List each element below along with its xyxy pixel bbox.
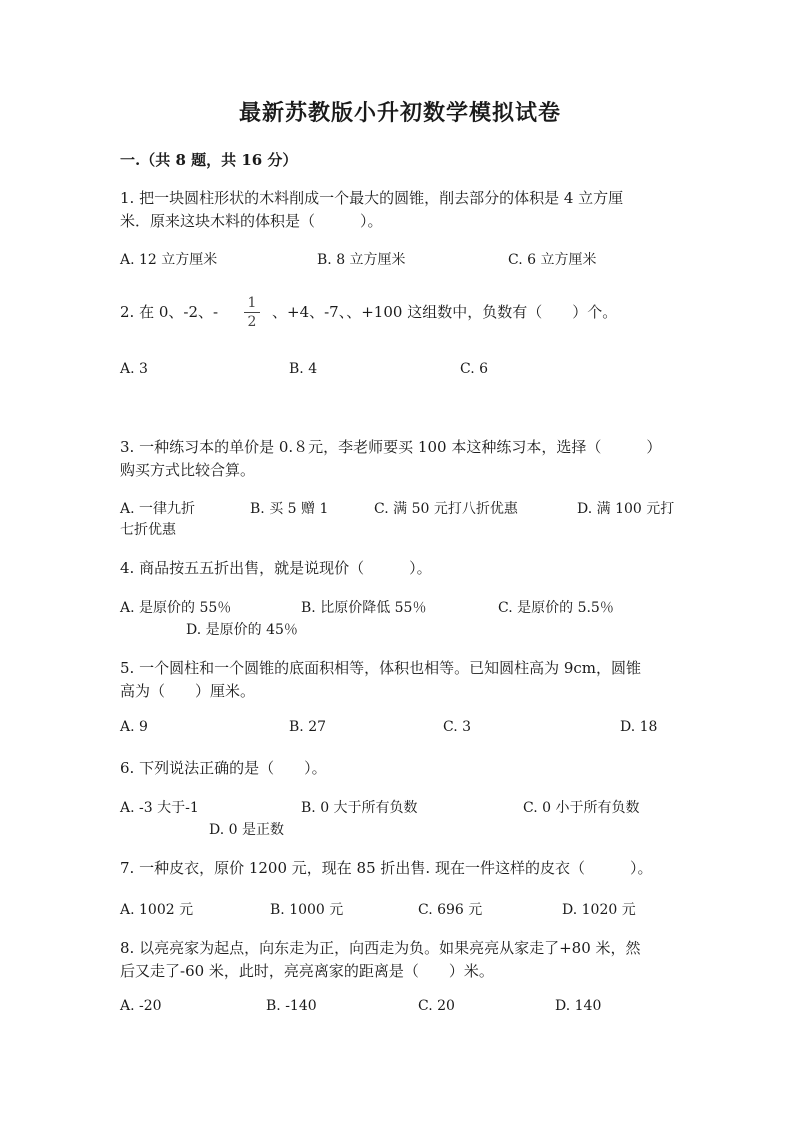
question-7 (120, 857, 680, 880)
question-1 (120, 187, 680, 233)
question-4 (120, 557, 680, 580)
question-4-line-1: 4. 商品按五五折出售，就是说现价（ ）。 (120, 559, 432, 577)
question-6-line-1: 6. 下列说法正确的是（ ）。 (120, 759, 327, 777)
question-8-option-b: B. -140 (266, 998, 317, 1014)
question-4-option-a: A. 是原价的 55％ (120, 600, 232, 616)
question-2-option-a: A. 3 (120, 361, 148, 377)
question-6-option-a: A. -3 大于-1 (120, 800, 199, 816)
question-8-line-2: 后又走了-60 米，此时，亮亮离家的距离是（ ）米。 (120, 962, 494, 980)
question-5 (120, 657, 680, 703)
fraction-denominator: 2 (247, 314, 257, 330)
question-5-option-b: B. 27 (289, 719, 327, 735)
question-3-option-b: B. 买 5 赠 1 (250, 501, 329, 517)
question-3 (120, 436, 680, 482)
question-6 (120, 757, 680, 780)
question-1-line-2: 米．原来这块木料的体积是（ ）。 (120, 212, 383, 230)
question-3-option-d-continued: 七折优惠 (120, 522, 176, 538)
fraction-bar (244, 312, 260, 313)
question-8-option-d: D. 140 (555, 998, 602, 1014)
question-5-option-c: C. 3 (443, 719, 472, 735)
question-2-option-b: B. 4 (289, 361, 318, 377)
section-header: 一.（共 8 题，共 16 分） (120, 151, 298, 169)
question-4-option-b: B. 比原价降低 55％ (301, 600, 427, 616)
question-8 (120, 937, 680, 983)
question-1-line-1: 1. 把一块圆柱形状的木料削成一个最大的圆锥，削去部分的体积是 4 立方厘 (120, 189, 624, 207)
question-2-option-c: C. 6 (460, 361, 489, 377)
question-2-fraction (244, 295, 260, 330)
question-7-line-1: 7. 一种皮衣，原价 1200 元，现在 85 折出售. 现在一件这样的皮衣（ ）。 (120, 859, 653, 877)
question-2-stem-part-2: 、+4、-7、、+100 这组数中，负数有（ ）个。 (272, 303, 618, 321)
question-4-option-c: C. 是原价的 5.5％ (498, 600, 614, 616)
question-3-option-a: A. 一律九折 (120, 501, 196, 517)
question-4-option-d: D. 是原价的 45％ (186, 622, 298, 638)
question-3-line-2: 购买方式比较合算。 (120, 461, 256, 479)
question-7-option-d: D. 1020 元 (562, 902, 636, 918)
question-7-option-a: A. 1002 元 (120, 902, 194, 918)
question-8-line-1: 8. 以亮亮家为起点，向东走为正，向西走为负。如果亮亮从家走了+80 米，然 (120, 939, 641, 957)
question-2-stem-part-1: 2. 在 0、-2、- (120, 303, 219, 321)
question-1-option-a: A. 12 立方厘米 (120, 252, 218, 268)
question-5-line-1: 5. 一个圆柱和一个圆锥的底面积相等，体积也相等。已知圆柱高为 9cm，圆锥 (120, 659, 642, 677)
question-3-option-c: C. 满 50 元打八折优惠 (374, 501, 518, 517)
question-5-option-a: A. 9 (120, 719, 148, 735)
question-3-option-d: D. 满 100 元打 (577, 501, 675, 517)
question-5-line-2: 高为（ ）厘米。 (120, 682, 256, 700)
question-8-option-c: C. 20 (418, 998, 455, 1014)
question-1-option-c: C. 6 立方厘米 (508, 252, 597, 268)
question-8-option-a: A. -20 (120, 998, 162, 1014)
question-6-option-b: B. 0 大于所有负数 (301, 800, 418, 816)
question-7-option-b: B. 1000 元 (270, 902, 344, 918)
fraction-numerator: 1 (247, 295, 257, 311)
question-7-option-c: C. 696 元 (418, 902, 483, 918)
page-title: 最新苏教版小升初数学模拟试卷 (238, 100, 561, 126)
question-6-option-c: C. 0 小于所有负数 (523, 800, 640, 816)
question-3-line-1: 3. 一种练习本的单价是 0.８元，李老师要买 100 本这种练习本，选择（ ） (120, 438, 662, 456)
question-5-option-d: D. 18 (620, 719, 658, 735)
question-1-option-b: B. 8 立方厘米 (317, 252, 406, 268)
question-6-option-d: D. 0 是正数 (209, 822, 284, 838)
